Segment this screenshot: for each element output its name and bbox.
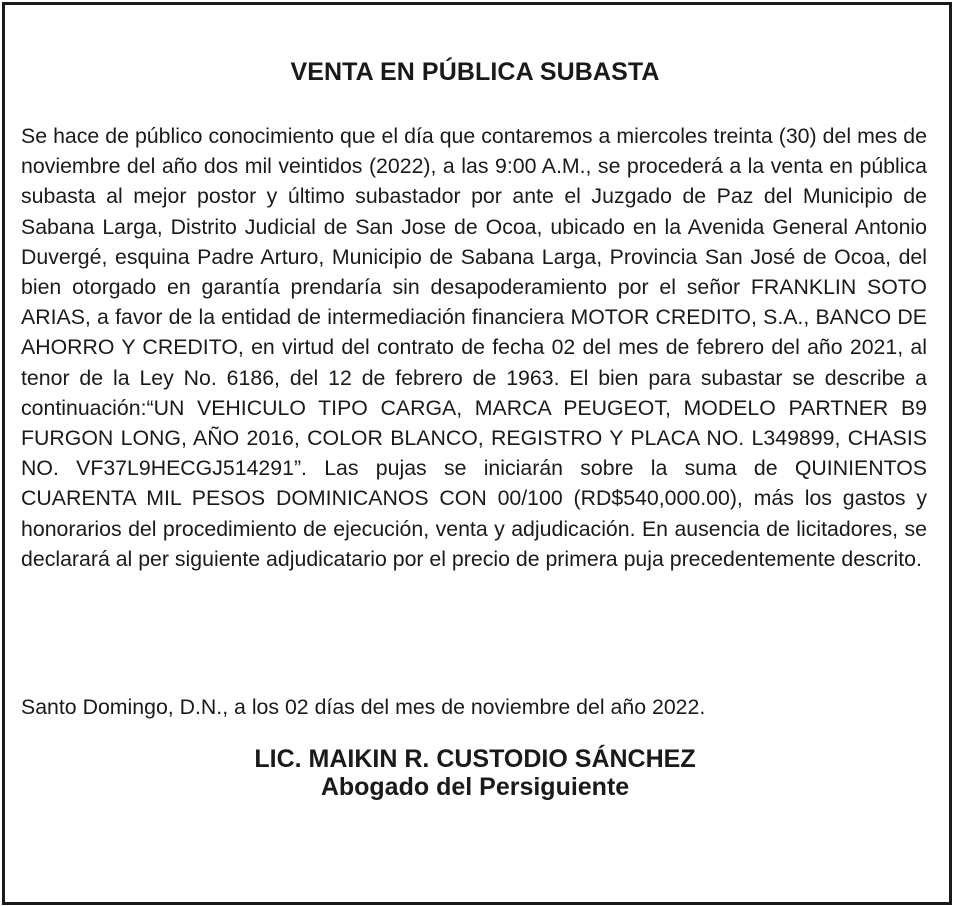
signature-block	[0, 745, 950, 801]
notice-closing-date: Santo Domingo, D.N., a los 02 días del mes de noviembre del año 2022.	[21, 695, 706, 719]
notice-title: VENTA EN PÚBLICA SUBASTA	[290, 58, 660, 86]
signature-name: LIC. MAIKIN R. CUSTODIO SÁNCHEZ	[254, 745, 696, 773]
notice-body: Se hace de público conocimiento que el día que contaremos a miercoles treinta (30) del mes de noviembre del año dos mil veintidos (2022), a las 9:00 A.M., se procederá a la venta en pública subasta al mejor postor y último subastador por ante el Juzgado de Paz del Municipio de Sabana Larga, Distrito Judicial de San Jose de Ocoa, ubicado en la Avenida General Antonio Duvergé, esquina Padre Arturo, Municipio de Sabana Larga, Provincia San José de Ocoa, del bien otorgado en garantía prendaría sin desapoderamiento por el señor FRANKLIN SOTO ARIAS, a favor de la entidad de intermediación financiera MOTOR CREDITO, S.A., BANCO DE AHORRO Y CREDITO, en virtud del contrato de fecha 02 del mes de febrero del año 2021, al tenor de la Ley No. 6186, del 12 de febrero de 1963. El bien para subastar se describe a continuación:“UN VEHICULO TIPO CARGA, MARCA PEUGEOT, MODELO PARTNER B9 FURGON LONG, AÑO 2016, COLOR BLANCO, REGISTRO Y PLACA NO. L349899, CHASIS NO. VF37L9HECGJ514291”. Las pujas se iniciarán sobre la suma de QUINIENTOS CUARENTA MIL PESOS DOMINICANOS CON 00/100 (RD$540,000.00), más los gastos y honorarios del procedimiento de ejecución, venta y adjudicación. En ausencia de licitadores, se declarará al per siguiente adjudicatario por el precio de primera puja precedentemente descrito.	[21, 124, 927, 571]
signature-role: Abogado del Persiguiente	[320, 773, 630, 801]
